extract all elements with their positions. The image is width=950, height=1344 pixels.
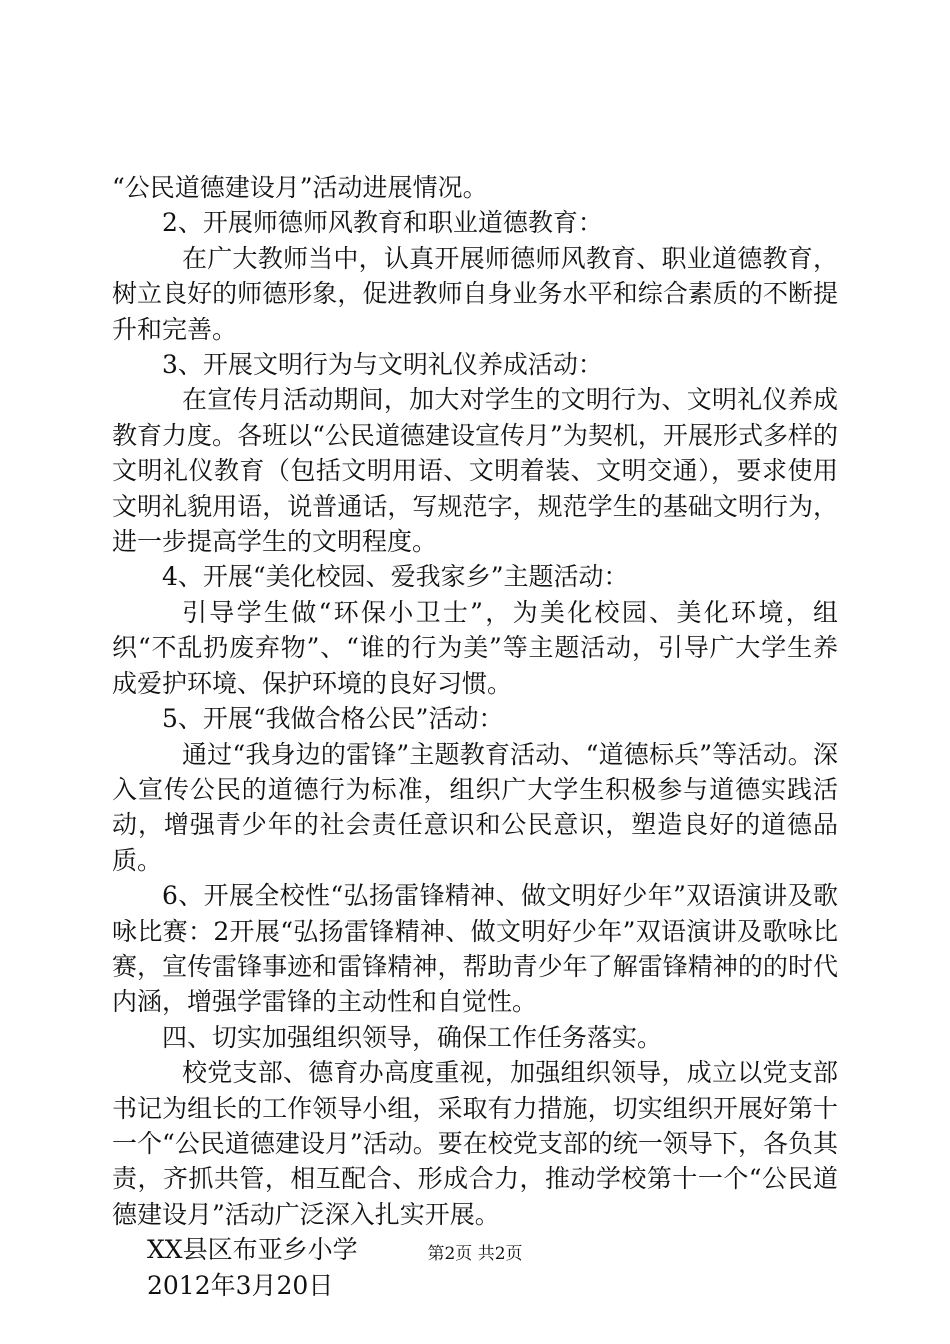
paragraph-teacher-ethics: 在广大教师当中，认真开展师德师风教育、职业道德教育，树立良好的师德形象，促进教师自身业务水平和综合素质的不断提升和完善。	[112, 243, 838, 344]
paragraph-campus: 引导学生做“环保小卫士”，为美化校园、美化环境，组织“不乱扔废弃物”、“谁的行为美”等主题活动，引导广大学生养成爱护环境、保护环境的良好习惯。	[112, 597, 838, 698]
section-heading-4: 4、开展“美化校园、爱我家乡”主题活动：	[162, 562, 629, 592]
document-body	[112, 170, 838, 1303]
paragraph-leadership: 校党支部、德育办高度重视，加强组织领导，成立以党支部书记为组长的工作领导小组，采取有力措施，切实组织开展好第十一个“公民道德建设月”活动。要在校党支部的统一领导下，各负其责，齐抓共管，相互配合、形成合力，推动学校第十一个“公民道德建设月”活动广泛深入扎实开展。	[112, 1058, 838, 1229]
paragraph-civility: 在宣传月活动期间，加大对学生的文明行为、文明礼仪养成教育力度。各班以“公民道德建设宣传月”为契机，开展形式多样的文明礼仪教育（包括文明用语、文明着装、文明交通），要求使用文明礼貌用语，说普通话，写规范字，规范学生的基础文明行为，进一步提高学生的文明程度。	[112, 385, 838, 557]
section-heading-four: 四、切实加强组织领导，确保工作任务落实。	[162, 1022, 663, 1052]
section-heading-2: 2、开展师德师风教育和职业道德教育：	[162, 208, 603, 238]
section-heading-5: 5、开展“我做合格公民”活动：	[162, 704, 504, 734]
page-number-footer: 第2页 共2页	[427, 1244, 523, 1264]
signature-organization: XX县区布亚乡小学	[147, 1235, 358, 1265]
paragraph-speech-contest: 6、开展全校性“弘扬雷锋精神、做文明好少年”双语演讲及歌咏比赛：2开展“弘扬雷锋精神、做文明好少年”双语演讲及歌咏比赛，宣传雷锋事迹和雷锋精神，帮助青少年了解雷锋精神的的时代内涵，增强学雷锋的主动性和自觉性。	[112, 881, 838, 1017]
paragraph-continuation: “公民道德建设月”活动进展情况。	[112, 173, 488, 202]
section-heading-3: 3、开展文明行为与文明礼仪养成活动：	[162, 350, 603, 380]
paragraph-citizen: 通过“我身边的雷锋”主题教育活动、“道德标兵”等活动。深入宣传公民的道德行为标准，组织广大学生积极参与道德实践活动，增强青少年的社会责任意识和公民意识，塑造良好的道德品质。	[112, 739, 838, 875]
signature-date: 2012年3月20日	[147, 1270, 334, 1300]
